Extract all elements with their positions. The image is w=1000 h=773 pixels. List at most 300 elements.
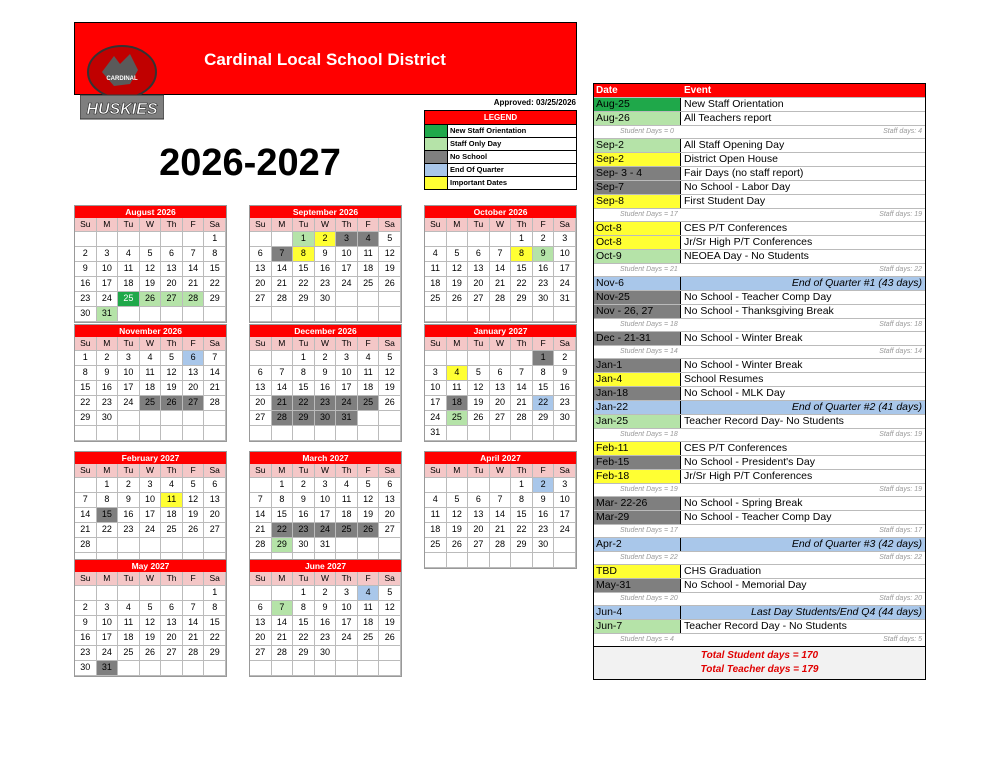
day-cell [425, 232, 447, 247]
legend [424, 110, 577, 190]
day-cell: 23 [315, 277, 337, 292]
day-cell [250, 661, 272, 676]
day-cell: 3 [315, 478, 337, 493]
day-cell: 11 [425, 508, 447, 523]
day-cell: 29 [533, 411, 555, 426]
day-header: Sa [379, 218, 401, 232]
day-cell: 2 [118, 478, 140, 493]
day-cell: 4 [140, 351, 162, 366]
day-cell: 5 [379, 586, 401, 601]
day-cell: 12 [379, 601, 401, 616]
day-cell: 7 [490, 247, 512, 262]
day-header: Th [336, 337, 358, 351]
day-header: Th [511, 218, 533, 232]
event-row [594, 249, 925, 263]
day-header: Tu [293, 572, 315, 586]
total-teacher-days: Total Teacher days = 179 [700, 664, 819, 675]
day-cell: 18 [447, 396, 469, 411]
day-cell [468, 426, 490, 441]
day-cell: 18 [118, 277, 140, 292]
day-cell: 24 [97, 292, 119, 307]
day-cell: 28 [272, 411, 294, 426]
staff-days: Staff days: 19 [879, 486, 922, 493]
month-title: December 2026 [250, 325, 401, 337]
month-calendar [74, 559, 227, 677]
day-cell: 26 [161, 396, 183, 411]
day-header: W [490, 464, 512, 478]
day-cell [272, 426, 294, 441]
day-cell [447, 478, 469, 493]
day-cell: 26 [447, 538, 469, 553]
day-cell: 13 [468, 262, 490, 277]
event-date: Apr-2 [594, 538, 681, 551]
day-cell: 5 [447, 493, 469, 508]
day-cell: 1 [272, 478, 294, 493]
day-cell: 31 [554, 292, 576, 307]
day-cell: 2 [554, 351, 576, 366]
day-cell: 5 [140, 247, 162, 262]
day-cell: 8 [511, 493, 533, 508]
day-cell [336, 307, 358, 322]
day-cell: 11 [358, 601, 380, 616]
day-cell: 5 [447, 247, 469, 262]
event-name: No School - Spring Break [684, 497, 803, 509]
day-cell: 7 [490, 493, 512, 508]
day-cell [293, 307, 315, 322]
day-header: M [97, 464, 119, 478]
day-cell [336, 426, 358, 441]
day-cell: 5 [379, 351, 401, 366]
day-cell: 14 [272, 262, 294, 277]
day-cell: 14 [183, 616, 205, 631]
day-cell: 13 [250, 262, 272, 277]
day-cell: 26 [183, 523, 205, 538]
day-cell: 27 [250, 646, 272, 661]
day-cell [161, 661, 183, 676]
event-name: End of Quarter #3 (42 days) [791, 538, 922, 550]
event-row [594, 166, 925, 180]
day-cell [511, 426, 533, 441]
day-header: Sa [379, 572, 401, 586]
day-cell [250, 586, 272, 601]
day-cell: 6 [161, 601, 183, 616]
day-cell: 18 [336, 508, 358, 523]
event-row [594, 97, 925, 111]
day-header: Su [425, 464, 447, 478]
day-cell: 10 [336, 366, 358, 381]
day-cell: 23 [533, 277, 555, 292]
day-cell [183, 586, 205, 601]
day-cell: 6 [250, 366, 272, 381]
event-row [594, 605, 925, 619]
day-header: F [183, 464, 205, 478]
day-cell: 21 [272, 631, 294, 646]
day-cell: 16 [75, 631, 97, 646]
day-cell: 18 [358, 262, 380, 277]
day-cell: 19 [358, 508, 380, 523]
day-cell: 1 [75, 351, 97, 366]
day-header: Su [75, 464, 97, 478]
day-cell: 27 [468, 538, 490, 553]
day-header: M [97, 572, 119, 586]
event-name: End of Quarter #2 (41 days) [791, 401, 922, 413]
day-cell: 17 [140, 508, 162, 523]
day-cell: 12 [161, 366, 183, 381]
days-summary-row [594, 633, 925, 646]
day-cell: 7 [511, 366, 533, 381]
day-cell [490, 351, 512, 366]
event-date: Mar-29 [594, 511, 681, 524]
day-cell: 30 [315, 411, 337, 426]
day-cell: 15 [204, 616, 226, 631]
event-name: Jr/Sr High P/T Conferences [684, 470, 813, 482]
day-cell: 2 [315, 586, 337, 601]
day-header: Su [425, 218, 447, 232]
day-header: F [358, 464, 380, 478]
day-cell: 26 [379, 396, 401, 411]
day-cell [75, 232, 97, 247]
day-cell: 20 [250, 631, 272, 646]
event-name: CES P/T Conferences [684, 222, 788, 234]
day-cell [140, 661, 162, 676]
day-cell: 14 [511, 381, 533, 396]
event-row [594, 372, 925, 386]
day-cell [447, 553, 469, 568]
day-cell: 15 [293, 262, 315, 277]
day-cell: 21 [250, 523, 272, 538]
day-cell: 25 [140, 396, 162, 411]
day-cell [183, 307, 205, 322]
day-cell [204, 538, 226, 553]
day-header: F [533, 464, 555, 478]
day-cell [425, 307, 447, 322]
day-cell: 23 [118, 523, 140, 538]
day-cell: 8 [293, 366, 315, 381]
day-cell: 27 [161, 292, 183, 307]
event-date: Sep-2 [594, 139, 681, 152]
day-cell: 10 [315, 493, 337, 508]
day-cell: 14 [183, 262, 205, 277]
day-cell: 21 [183, 631, 205, 646]
day-cell [336, 292, 358, 307]
day-cell: 7 [250, 493, 272, 508]
event-row [594, 180, 925, 194]
legend-swatch [425, 177, 448, 189]
day-cell: 26 [379, 277, 401, 292]
day-header: M [447, 218, 469, 232]
day-cell: 29 [204, 292, 226, 307]
day-cell: 6 [161, 247, 183, 262]
day-cell: 12 [447, 508, 469, 523]
day-header: F [533, 337, 555, 351]
day-cell: 15 [204, 262, 226, 277]
event-row [594, 564, 925, 578]
day-cell: 2 [293, 478, 315, 493]
day-cell: 28 [490, 292, 512, 307]
day-cell: 26 [140, 292, 162, 307]
event-date: Nov - 26, 27 [594, 305, 681, 318]
day-header: M [97, 337, 119, 351]
event-row [594, 619, 925, 633]
day-cell: 22 [533, 396, 555, 411]
day-cell: 28 [250, 538, 272, 553]
day-cell: 17 [336, 381, 358, 396]
day-cell: 25 [336, 523, 358, 538]
day-cell: 21 [511, 396, 533, 411]
day-cell: 9 [315, 601, 337, 616]
day-cell [75, 586, 97, 601]
day-cell [161, 232, 183, 247]
month-calendar [424, 451, 577, 569]
day-header: Su [75, 218, 97, 232]
day-cell: 28 [183, 292, 205, 307]
day-cell: 5 [468, 366, 490, 381]
student-days: Student Days = 19 [620, 486, 678, 493]
day-cell: 1 [293, 351, 315, 366]
legend-swatch [425, 164, 448, 176]
day-header: Th [336, 572, 358, 586]
day-cell: 15 [511, 508, 533, 523]
day-cell [161, 307, 183, 322]
student-days: Student Days = 17 [620, 527, 678, 534]
event-name: Jr/Sr High P/T Conferences [684, 236, 813, 248]
day-header: M [97, 218, 119, 232]
day-cell [358, 661, 380, 676]
day-header: W [490, 218, 512, 232]
event-date: Feb-18 [594, 470, 681, 483]
day-cell: 9 [533, 493, 555, 508]
day-cell [358, 538, 380, 553]
day-cell: 11 [425, 262, 447, 277]
day-cell: 28 [183, 646, 205, 661]
legend-item [425, 176, 576, 189]
days-summary-row [594, 263, 925, 276]
day-cell: 18 [118, 631, 140, 646]
events-event-header: Event [684, 85, 712, 96]
day-cell: 23 [315, 396, 337, 411]
event-row [594, 194, 925, 208]
day-cell [118, 232, 140, 247]
days-summary-row [594, 125, 925, 138]
day-cell: 15 [293, 616, 315, 631]
day-header: M [272, 218, 294, 232]
day-cell: 14 [75, 508, 97, 523]
day-cell: 19 [379, 616, 401, 631]
day-cell: 27 [204, 523, 226, 538]
logo-bottom-text: HUSKIES [86, 101, 158, 118]
day-cell: 11 [358, 247, 380, 262]
day-cell: 9 [293, 493, 315, 508]
event-row [594, 152, 925, 166]
total-student-days: Total Student days = 170 [700, 650, 819, 661]
day-header: Th [511, 464, 533, 478]
day-header: M [272, 337, 294, 351]
day-cell: 15 [97, 508, 119, 523]
event-date: Nov-25 [594, 291, 681, 304]
day-cell: 25 [447, 411, 469, 426]
day-cell: 8 [204, 247, 226, 262]
day-cell: 21 [272, 277, 294, 292]
day-cell: 15 [75, 381, 97, 396]
events-table [593, 83, 926, 680]
event-name: No School - MLK Day [684, 387, 785, 399]
day-cell: 9 [97, 366, 119, 381]
day-cell: 25 [358, 277, 380, 292]
day-cell [272, 351, 294, 366]
days-summary-row [594, 318, 925, 331]
day-cell: 18 [425, 277, 447, 292]
day-cell: 20 [468, 523, 490, 538]
day-cell: 22 [204, 277, 226, 292]
day-cell: 1 [204, 586, 226, 601]
day-cell [379, 292, 401, 307]
legend-swatch [425, 125, 448, 137]
day-cell: 23 [75, 292, 97, 307]
day-header: Sa [379, 337, 401, 351]
event-row [594, 276, 925, 290]
day-cell [315, 307, 337, 322]
day-cell: 9 [118, 493, 140, 508]
day-cell: 22 [75, 396, 97, 411]
day-cell: 15 [272, 508, 294, 523]
day-header: F [533, 218, 555, 232]
day-cell: 6 [468, 247, 490, 262]
day-cell: 28 [511, 411, 533, 426]
event-date: Jan-1 [594, 359, 681, 372]
day-cell [118, 661, 140, 676]
event-row [594, 510, 925, 524]
day-header: Tu [293, 337, 315, 351]
day-header: Sa [204, 572, 226, 586]
day-cell: 29 [293, 646, 315, 661]
event-row [594, 441, 925, 455]
day-cell: 23 [554, 396, 576, 411]
day-header: W [315, 337, 337, 351]
day-cell: 17 [336, 616, 358, 631]
month-calendar [74, 205, 227, 323]
day-cell: 15 [511, 262, 533, 277]
day-cell: 3 [336, 351, 358, 366]
day-cell: 12 [379, 247, 401, 262]
day-cell: 9 [554, 366, 576, 381]
event-date: Aug-26 [594, 112, 681, 125]
day-cell: 27 [250, 292, 272, 307]
event-date: Feb-15 [594, 456, 681, 469]
day-cell [161, 411, 183, 426]
month-calendar [249, 324, 402, 442]
day-cell: 26 [468, 411, 490, 426]
day-cell: 17 [97, 631, 119, 646]
event-date: Sep- 3 - 4 [594, 167, 681, 180]
day-cell [250, 426, 272, 441]
event-name: All Staff Opening Day [684, 139, 785, 151]
day-cell: 16 [315, 262, 337, 277]
event-row [594, 400, 925, 414]
day-cell: 22 [511, 277, 533, 292]
day-cell: 1 [533, 351, 555, 366]
day-cell [379, 426, 401, 441]
day-cell [358, 292, 380, 307]
day-cell [315, 426, 337, 441]
day-cell [511, 307, 533, 322]
day-cell: 22 [511, 523, 533, 538]
day-header: F [358, 572, 380, 586]
day-cell [140, 586, 162, 601]
day-cell: 19 [379, 262, 401, 277]
day-cell: 5 [358, 478, 380, 493]
day-header: F [183, 337, 205, 351]
day-header: F [358, 218, 380, 232]
day-cell: 6 [468, 493, 490, 508]
day-cell: 7 [204, 351, 226, 366]
days-summary-row [594, 208, 925, 221]
day-cell: 6 [250, 247, 272, 262]
day-cell [379, 538, 401, 553]
legend-swatch [425, 138, 448, 150]
legend-item [425, 150, 576, 163]
student-days: Student Days = 0 [620, 128, 674, 135]
day-cell: 20 [161, 631, 183, 646]
day-cell: 1 [97, 478, 119, 493]
event-row [594, 111, 925, 125]
event-date: Dec - 21-31 [594, 332, 681, 345]
day-cell: 1 [511, 232, 533, 247]
day-cell [272, 661, 294, 676]
day-cell: 30 [75, 307, 97, 322]
event-date: Oct-9 [594, 250, 681, 263]
day-cell: 15 [293, 381, 315, 396]
day-cell [336, 538, 358, 553]
day-cell: 23 [75, 646, 97, 661]
event-name: No School - President's Day [684, 456, 815, 468]
day-cell: 30 [97, 411, 119, 426]
day-cell: 4 [425, 493, 447, 508]
day-cell: 7 [272, 247, 294, 262]
day-cell [490, 232, 512, 247]
day-cell: 4 [358, 351, 380, 366]
day-cell [379, 411, 401, 426]
day-cell: 8 [97, 493, 119, 508]
day-cell: 29 [272, 538, 294, 553]
legend-label: End Of Quarter [450, 165, 504, 174]
month-calendar [74, 451, 227, 569]
day-cell [250, 307, 272, 322]
day-cell: 7 [272, 366, 294, 381]
day-cell: 4 [336, 478, 358, 493]
day-header: W [140, 464, 162, 478]
day-header: Sa [554, 218, 576, 232]
day-cell: 1 [293, 232, 315, 247]
legend-swatch [425, 151, 448, 163]
day-cell [425, 351, 447, 366]
day-cell: 18 [161, 508, 183, 523]
day-header: F [183, 218, 205, 232]
day-cell [490, 478, 512, 493]
day-cell [140, 307, 162, 322]
day-cell [358, 426, 380, 441]
day-cell: 16 [315, 381, 337, 396]
day-cell: 12 [379, 366, 401, 381]
day-header: Sa [379, 464, 401, 478]
day-cell: 23 [97, 396, 119, 411]
day-cell: 25 [425, 538, 447, 553]
day-cell: 19 [379, 381, 401, 396]
day-cell: 17 [315, 508, 337, 523]
day-cell: 16 [293, 508, 315, 523]
day-cell: 13 [250, 381, 272, 396]
day-cell [272, 307, 294, 322]
event-name: No School - Winter Break [684, 332, 803, 344]
